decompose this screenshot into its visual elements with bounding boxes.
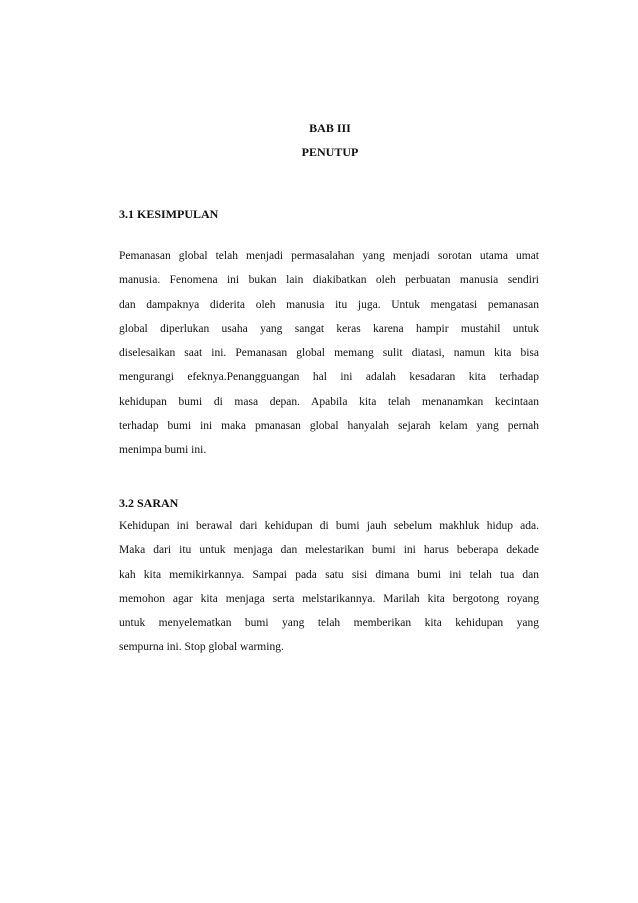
section-heading-kesimpulan: 3.1 KESIMPULAN [119,207,219,221]
text-line: Pemanasan global telah menjadi permasalahan yang menjadi sorotan utama umat [119,250,539,262]
text-line: dan dampaknya diderita oleh manusia itu juga. Untuk mengatasi pemanasan [119,298,539,311]
text-line: diselesaikan saat ini. Pemanasan global memang sulit diatasi, namun kita bisa [119,347,539,360]
text-line: memohon agar kita menjaga serta melstarikannya. Marilah kita bergotong royang [119,592,539,605]
section-heading-saran: 3.2 SARAN [119,496,179,510]
chapter-title: PENUTUP [301,145,359,159]
text-line: Maka dari itu untuk menjaga dan melestarikan bumi ini harus beberapa dekade [119,544,539,557]
text-line: sempurna ini. Stop global warming. [119,641,284,654]
chapter-label: BAB III [309,121,351,135]
text-line: kah kita memikirkannya. Sampai pada satu sisi dimana bumi ini telah tua dan [119,568,539,581]
text-line: menimpa bumi ini. [119,444,207,457]
text-line: untuk menyelematkan bumi yang telah memberikan kita kehidupan yang [119,617,539,630]
paragraph-saran [119,514,539,660]
text-line: mengurangi efeknya.Penangguangan hal ini adalah kesadaran kita terhadap [119,371,539,384]
text-line: Kehidupan ini berawal dari kehidupan di bumi jauh sebelum makhluk hidup ada. [119,520,539,532]
text-line: global diperlukan usaha yang sangat keras karena hampir mustahil untuk [119,322,539,335]
text-line: terhadap bumi ini maka pmanasan global hanyalah sejarah kelam yang pernah [119,420,539,433]
text-line: kehidupan bumi di masa depan. Apabila kita telah menanamkan kecintaan [119,395,539,408]
paragraph-kesimpulan [119,244,539,463]
text-line: manusia. Fenomena ini bukan lain diakibatkan oleh perbuatan manusia sendiri [119,274,539,287]
